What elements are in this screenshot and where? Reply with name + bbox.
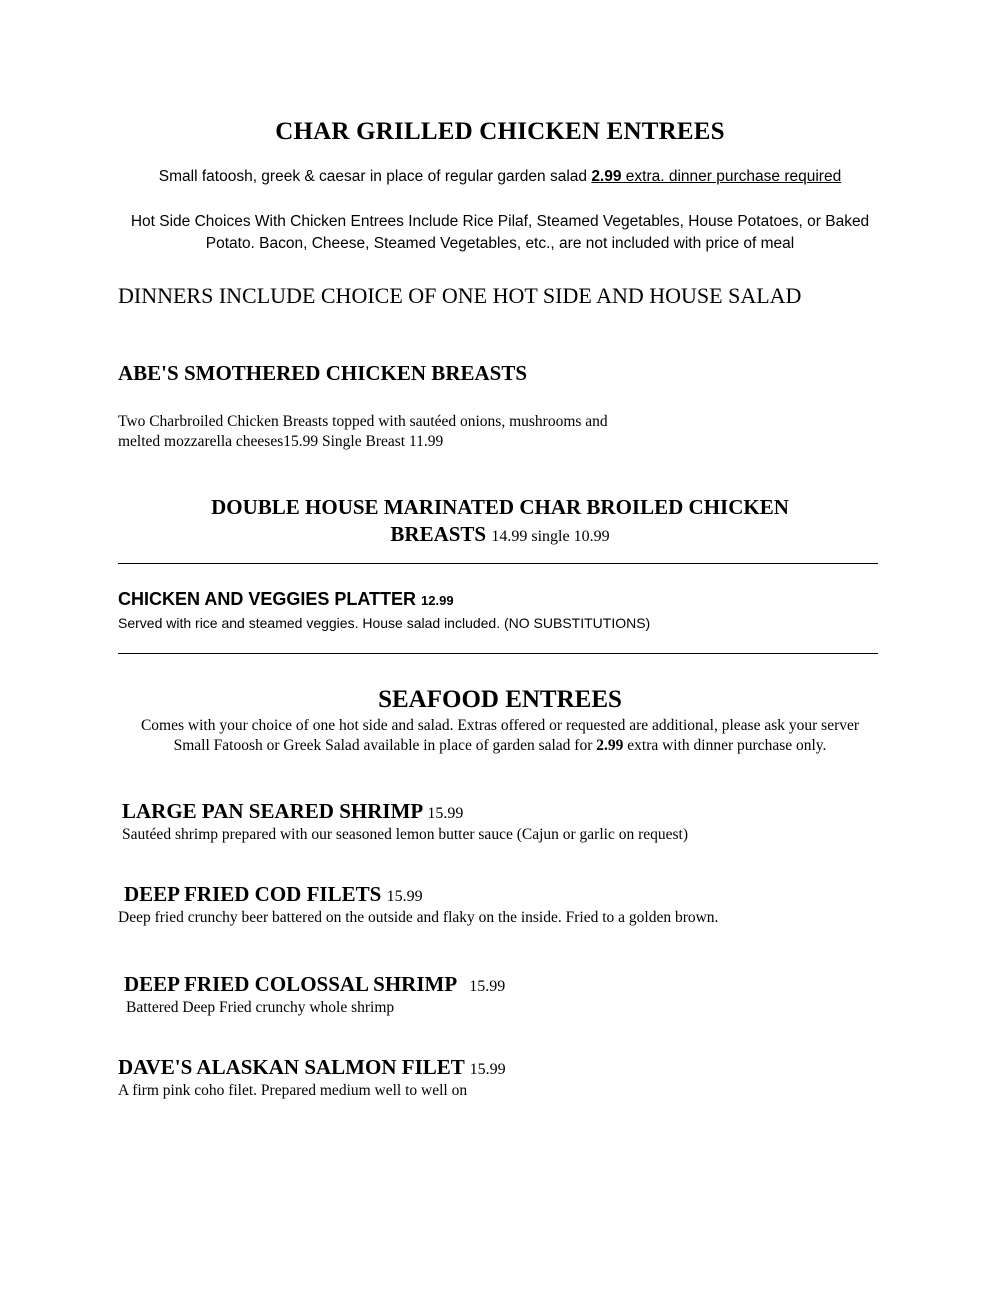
note-line: Comes with your choice of one hot side and salad. Extras offered or requested are additional, please ask your server bbox=[140, 717, 860, 734]
menu-item-name: DAVE'S ALASKAN SALMON FILET bbox=[118, 1055, 465, 1079]
menu-item-description: Deep fried crunchy beer battered on the outside and flaky on the inside. Fried to a golden brown. bbox=[118, 909, 719, 926]
menu-item-name: CHICKEN AND VEGGIES PLATTER bbox=[118, 589, 417, 609]
title-line: BREASTS bbox=[390, 522, 487, 546]
note-price: 2.99 bbox=[596, 737, 624, 754]
note-line: Small Fatoosh or Greek Salad available in place of garden salad for bbox=[173, 737, 593, 754]
menu-item-title: ABE'S SMOTHERED CHICKEN BREASTS bbox=[118, 361, 528, 385]
salad-note-price: 2.99 bbox=[591, 168, 622, 185]
menu-item-title bbox=[0, 494, 1000, 550]
menu-item-price: 15.99 bbox=[469, 978, 506, 995]
menu-item-description: Served with rice and steamed veggies. House salad included. (NO SUBSTITUTIONS) bbox=[118, 615, 651, 631]
menu-item-price: 15.99 bbox=[427, 805, 464, 822]
chicken-section-title: CHAR GRILLED CHICKEN ENTREES bbox=[275, 118, 725, 145]
menu-item-title bbox=[124, 972, 505, 997]
menu-item-description: A firm pink coho filet. Prepared medium well to well on bbox=[118, 1082, 468, 1099]
note-line: extra with dinner purchase only. bbox=[627, 737, 827, 754]
menu-item-title bbox=[118, 589, 454, 610]
title-line: DOUBLE HOUSE MARINATED CHAR BROILED CHICKEN bbox=[211, 495, 789, 519]
hot-sides-note bbox=[0, 211, 1000, 255]
menu-item-price: 15.99 bbox=[386, 888, 423, 905]
menu-item-description: Battered Deep Fried crunchy whole shrimp bbox=[126, 999, 395, 1016]
menu-item-title bbox=[118, 1055, 506, 1080]
seafood-section-note bbox=[0, 716, 1000, 756]
menu-item-price: 12.99 bbox=[421, 593, 454, 608]
salad-note-text: Small fatoosh, greek & caesar in place of regular garden salad bbox=[158, 168, 587, 185]
menu-item-title bbox=[122, 799, 463, 824]
divider-rule bbox=[118, 563, 878, 564]
menu-item-name: LARGE PAN SEARED SHRIMP bbox=[122, 799, 423, 823]
divider-rule bbox=[118, 653, 878, 654]
salad-note-condition: extra. dinner purchase required bbox=[625, 168, 842, 185]
menu-item-name: DEEP FRIED COD FILETS bbox=[124, 882, 382, 906]
salad-upgrade-note bbox=[0, 168, 1000, 186]
seafood-section-title: SEAFOOD ENTREES bbox=[378, 686, 622, 713]
menu-item-price: 15.99 bbox=[469, 1061, 506, 1078]
menu-item-price: 14.99 single 10.99 bbox=[491, 528, 610, 545]
menu-item-title bbox=[124, 882, 423, 907]
menu-item-description bbox=[118, 412, 608, 452]
dinners-include-note: DINNERS INCLUDE CHOICE OF ONE HOT SIDE AND HOUSE SALAD bbox=[118, 283, 802, 308]
hot-sides-line: Hot Side Choices With Chicken Entrees Include Rice Pilaf, Steamed Vegetables, House Potatoes, or Baked bbox=[130, 213, 870, 230]
description-line: Two Charbroiled Chicken Breasts topped with sautéed onions, mushrooms and bbox=[118, 413, 608, 430]
hot-sides-line: Potato. Bacon, Cheese, Steamed Vegetables, etc., are not included with price of meal bbox=[205, 235, 795, 252]
menu-item-description: Sautéed shrimp prepared with our seasoned lemon butter sauce (Cajun or garlic on request) bbox=[122, 826, 688, 843]
description-line: melted mozzarella cheeses15.99 Single Breast 11.99 bbox=[118, 433, 444, 450]
menu-item-name: DEEP FRIED COLOSSAL SHRIMP bbox=[124, 972, 456, 996]
